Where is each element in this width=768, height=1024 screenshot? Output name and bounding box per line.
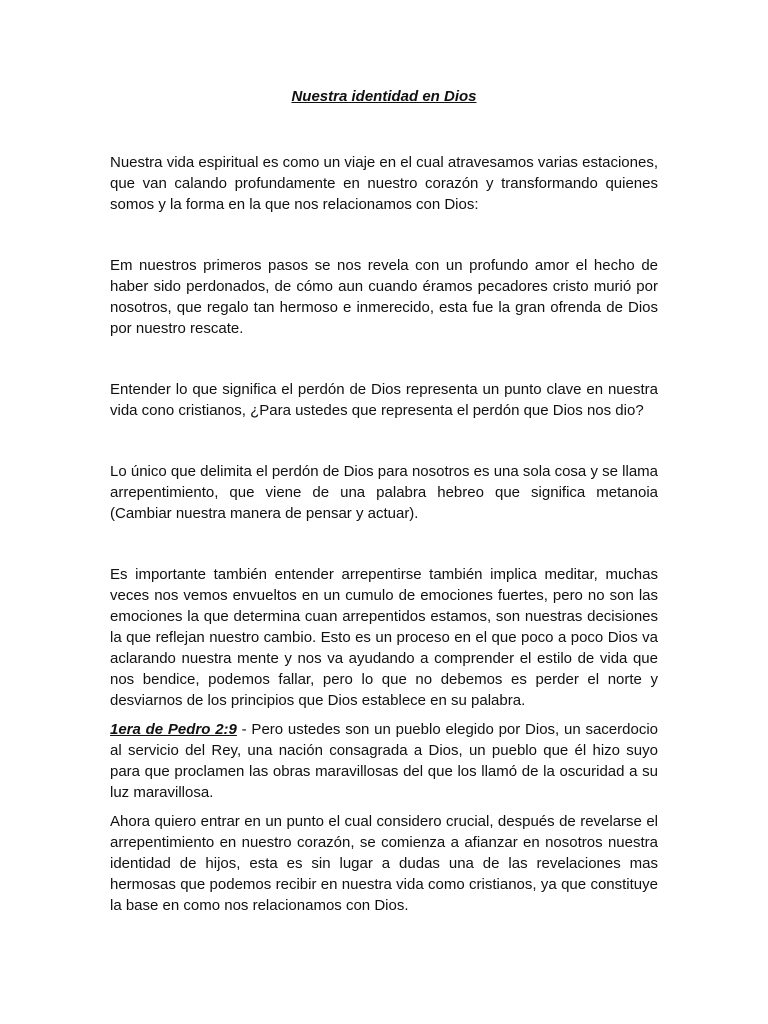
paragraph-meditation: Es importante también entender arrepentirse también implica meditar, muchas veces nos vemos envueltos en un cumulo de emociones fuertes, pero no son las emociones la que determina cuan arrepentidos estamos, son nuestras decisiones la que reflejan nuestro cambio. Esto es un proceso en el que poco a poco Dios va aclarando nuestra mente y nos va ayudando a comprender el estilo de vida que nos bendice, podemos fallar, pero lo que no debemos es perder el norte y desviarnos de los principios que Dios establece en su palabra. [110, 566, 658, 709]
paragraph-intro: Nuestra vida espiritual es como un viaje en el cual atravesamos varias estaciones, que van calando profundamente en nuestro corazón y transformando quienes somos y la forma en la que nos relacionamos con Dios: [110, 154, 658, 213]
paragraph-repentance: Lo único que delimita el perdón de Dios para nosotros es una sola cosa y se llama arrepentimiento, que viene de una palabra hebreo que significa metanoia (Cambiar nuestra manera de pensar y actuar). [110, 463, 658, 522]
paragraph-forgiveness: Em nuestros primeros pasos se nos revela con un profundo amor el hecho de haber sido perdonados, de cómo aun cuando éramos pecadores cristo murió por nosotros, que regalo tan hermoso e inmerecido, esta fue la gran ofrenda de Dios por nuestro rescate. [110, 257, 658, 337]
verse-paragraph [110, 719, 658, 803]
paragraph-understanding: Entender lo que significa el perdón de Dios representa un punto clave en nuestra vida cono cristianos, ¿Para ustedes que representa el perdón que Dios nos dio? [110, 381, 658, 419]
document-body [110, 86, 658, 916]
verse-text: - Pero ustedes son un pueblo elegido por Dios, un sacerdocio al servicio del Rey, una nación consagrada a Dios, un pueblo que él hizo suyo para que proclamen las obras maravillosas del que los llamó de la oscuridad a su luz maravillosa. [110, 721, 658, 801]
document-title: Nuestra identidad en Dios [291, 88, 477, 105]
paragraph-closing: Ahora quiero entrar en un punto el cual considero crucial, después de revelarse el arrepentimiento en nuestro corazón, se comienza a afianzar en nosotros nuestra identidad de hijos, esta es sin lugar a dudas una de las revelaciones mas hermosas que podemos recibir en nuestra vida como cristianos, ya que constituye la base en como nos relacionamos con Dios. [110, 813, 658, 914]
verse-reference: 1era de Pedro 2:9 [110, 721, 237, 738]
